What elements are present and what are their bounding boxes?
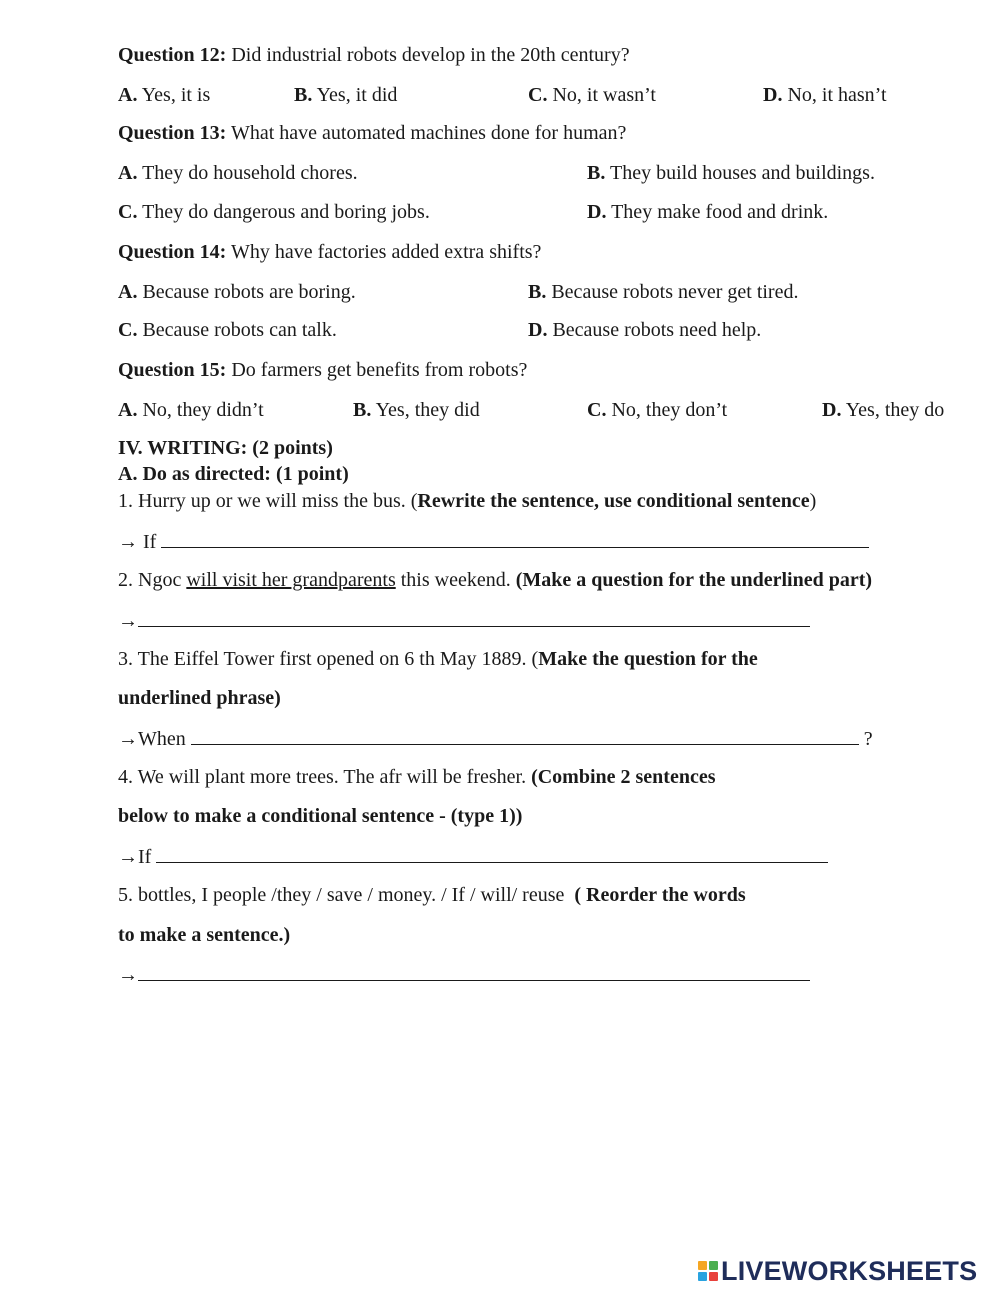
item-4-instruction-2: below to make a conditional sentence - (type 1)) (118, 805, 523, 827)
question-13 (118, 121, 626, 145)
option-letter: B. (528, 281, 547, 303)
item-4-text: 4. We will plant more trees. The afr will be fresher. (118, 766, 532, 788)
option-text: They build houses and buildings. (609, 162, 875, 184)
item-3-answer-prefix: →When (118, 728, 186, 750)
option-letter: D. (587, 201, 607, 223)
item-5-answer-blank[interactable] (138, 962, 810, 981)
q15-option-b[interactable] (353, 398, 480, 422)
item-5-instruction-2: to make a sentence.) (118, 924, 291, 946)
logo-square-3 (698, 1272, 707, 1281)
option-text: Because robots never get tired. (551, 281, 799, 303)
option-letter: B. (587, 162, 606, 184)
item-4-answer-blank[interactable] (156, 844, 828, 863)
q13-option-a[interactable] (118, 161, 358, 185)
item-1-answer-line (118, 529, 869, 554)
option-letter: A. (118, 162, 138, 184)
option-text: No, they didn’t (142, 399, 264, 421)
option-text: Because robots can talk. (142, 319, 337, 341)
writing-item-5 (118, 883, 746, 907)
option-text: Yes, it is (141, 84, 211, 106)
item-3-answer-blank[interactable] (191, 726, 859, 745)
writing-item-2 (118, 568, 872, 592)
q12-option-c[interactable] (528, 83, 656, 107)
q15-option-d[interactable] (822, 398, 944, 422)
q14-option-c[interactable] (118, 318, 337, 342)
item-4-instruction-1: (Combine 2 sentences (531, 766, 716, 788)
item-5-answer-line (118, 962, 810, 987)
writing-subheading (118, 462, 349, 486)
question-15-text: Do farmers get benefits from robots? (231, 359, 528, 381)
item-1-instruction: Rewrite the sentence, use conditional sentence (417, 490, 810, 512)
question-15-label: Question 15: (118, 359, 227, 381)
question-15 (118, 358, 527, 382)
item-5-answer-prefix: → (118, 964, 138, 986)
option-letter: C. (528, 84, 548, 106)
liveworksheets-logo-icon (698, 1261, 718, 1281)
option-text: They do household chores. (142, 162, 358, 184)
option-letter: D. (528, 319, 548, 341)
liveworksheets-logo (698, 1256, 977, 1286)
q13-option-b[interactable] (587, 161, 875, 185)
q13-option-c[interactable] (118, 200, 430, 224)
question-12-label: Question 12: (118, 44, 227, 66)
writing-item-1 (118, 489, 816, 513)
option-letter: C. (118, 319, 138, 341)
q15-option-c[interactable] (587, 398, 727, 422)
item-2-underlined: will visit her grandparents (186, 569, 396, 591)
option-letter: A. (118, 281, 138, 303)
q14-option-a[interactable] (118, 280, 356, 304)
writing-item-3 (118, 647, 758, 671)
item-1-text: 1. Hurry up or we will miss the bus. ( (118, 490, 418, 512)
question-14-label: Question 14: (118, 241, 227, 263)
option-text: Because robots need help. (552, 319, 762, 341)
option-text: No, it wasn’t (552, 84, 656, 106)
item-3-instruction-1: Make the question for the (538, 648, 758, 670)
item-2-text-after: this weekend. (395, 569, 516, 591)
option-text: Because robots are boring. (142, 281, 356, 303)
q12-option-a[interactable] (118, 83, 210, 107)
item-1-answer-blank[interactable] (161, 529, 869, 548)
option-text: No, they don’t (611, 399, 728, 421)
option-letter: B. (294, 84, 313, 106)
logo-square-2 (709, 1261, 718, 1270)
item-2-instruction: (Make a question for the underlined part) (515, 569, 873, 591)
logo-square-4 (709, 1272, 718, 1281)
question-12-text: Did industrial robots develop in the 20th century? (231, 44, 630, 66)
question-13-text: What have automated machines done for human? (230, 122, 627, 144)
option-text: Yes, they do (845, 399, 945, 421)
q12-option-b[interactable] (294, 83, 397, 107)
item-3-instruction-line-2 (118, 686, 281, 710)
option-text: Yes, it did (316, 84, 398, 106)
item-2-text-before: 2. Ngoc (118, 569, 187, 591)
q12-option-d[interactable] (763, 83, 887, 107)
question-14-text: Why have factories added extra shifts? (230, 241, 542, 263)
option-letter: A. (118, 84, 138, 106)
writing-heading (118, 436, 333, 460)
item-5-instruction-1: ( Reorder the words (574, 884, 746, 906)
writing-item-4 (118, 765, 716, 789)
item-3-text: 3. The Eiffel Tower first opened on 6 th May 1889. ( (118, 648, 539, 670)
logo-square-1 (698, 1261, 707, 1270)
option-letter: D. (822, 399, 842, 421)
item-5-instruction-line-2 (118, 923, 290, 947)
item-1-answer-prefix: → If (118, 531, 157, 553)
item-1-close: ) (809, 490, 817, 512)
item-4-answer-prefix: →If (118, 846, 152, 868)
item-2-answer-line (118, 608, 810, 633)
logo-text: LIVEWORKSHEETS (721, 1255, 978, 1286)
option-letter: C. (118, 201, 138, 223)
item-4-answer-line (118, 844, 828, 869)
writing-subheading-text: A. Do as directed: (1 point) (118, 463, 349, 485)
option-text: Yes, they did (375, 399, 480, 421)
option-letter: D. (763, 84, 783, 106)
item-3-instruction-2: underlined phrase) (118, 687, 281, 709)
question-12 (118, 43, 630, 67)
q14-option-b[interactable] (528, 280, 798, 304)
q14-option-d[interactable] (528, 318, 761, 342)
question-13-label: Question 13: (118, 122, 227, 144)
option-letter: A. (118, 399, 138, 421)
option-text: They make food and drink. (611, 201, 829, 223)
q15-option-a[interactable] (118, 398, 264, 422)
item-5-text: 5. bottles, I people /they / save / money. / If / will/ reuse (118, 884, 575, 906)
q13-option-d[interactable] (587, 200, 828, 224)
option-letter: B. (353, 399, 372, 421)
item-2-answer-prefix: → (118, 610, 138, 632)
item-3-answer-suffix: ? (863, 728, 873, 750)
question-14 (118, 240, 541, 264)
option-letter: C. (587, 399, 607, 421)
item-2-answer-blank[interactable] (138, 608, 810, 627)
option-text: No, it hasn’t (787, 84, 887, 106)
item-3-answer-line (118, 726, 873, 751)
option-text: They do dangerous and boring jobs. (142, 201, 430, 223)
writing-heading-text: IV. WRITING: (2 points) (118, 437, 333, 459)
item-4-instruction-line-2 (118, 804, 522, 828)
